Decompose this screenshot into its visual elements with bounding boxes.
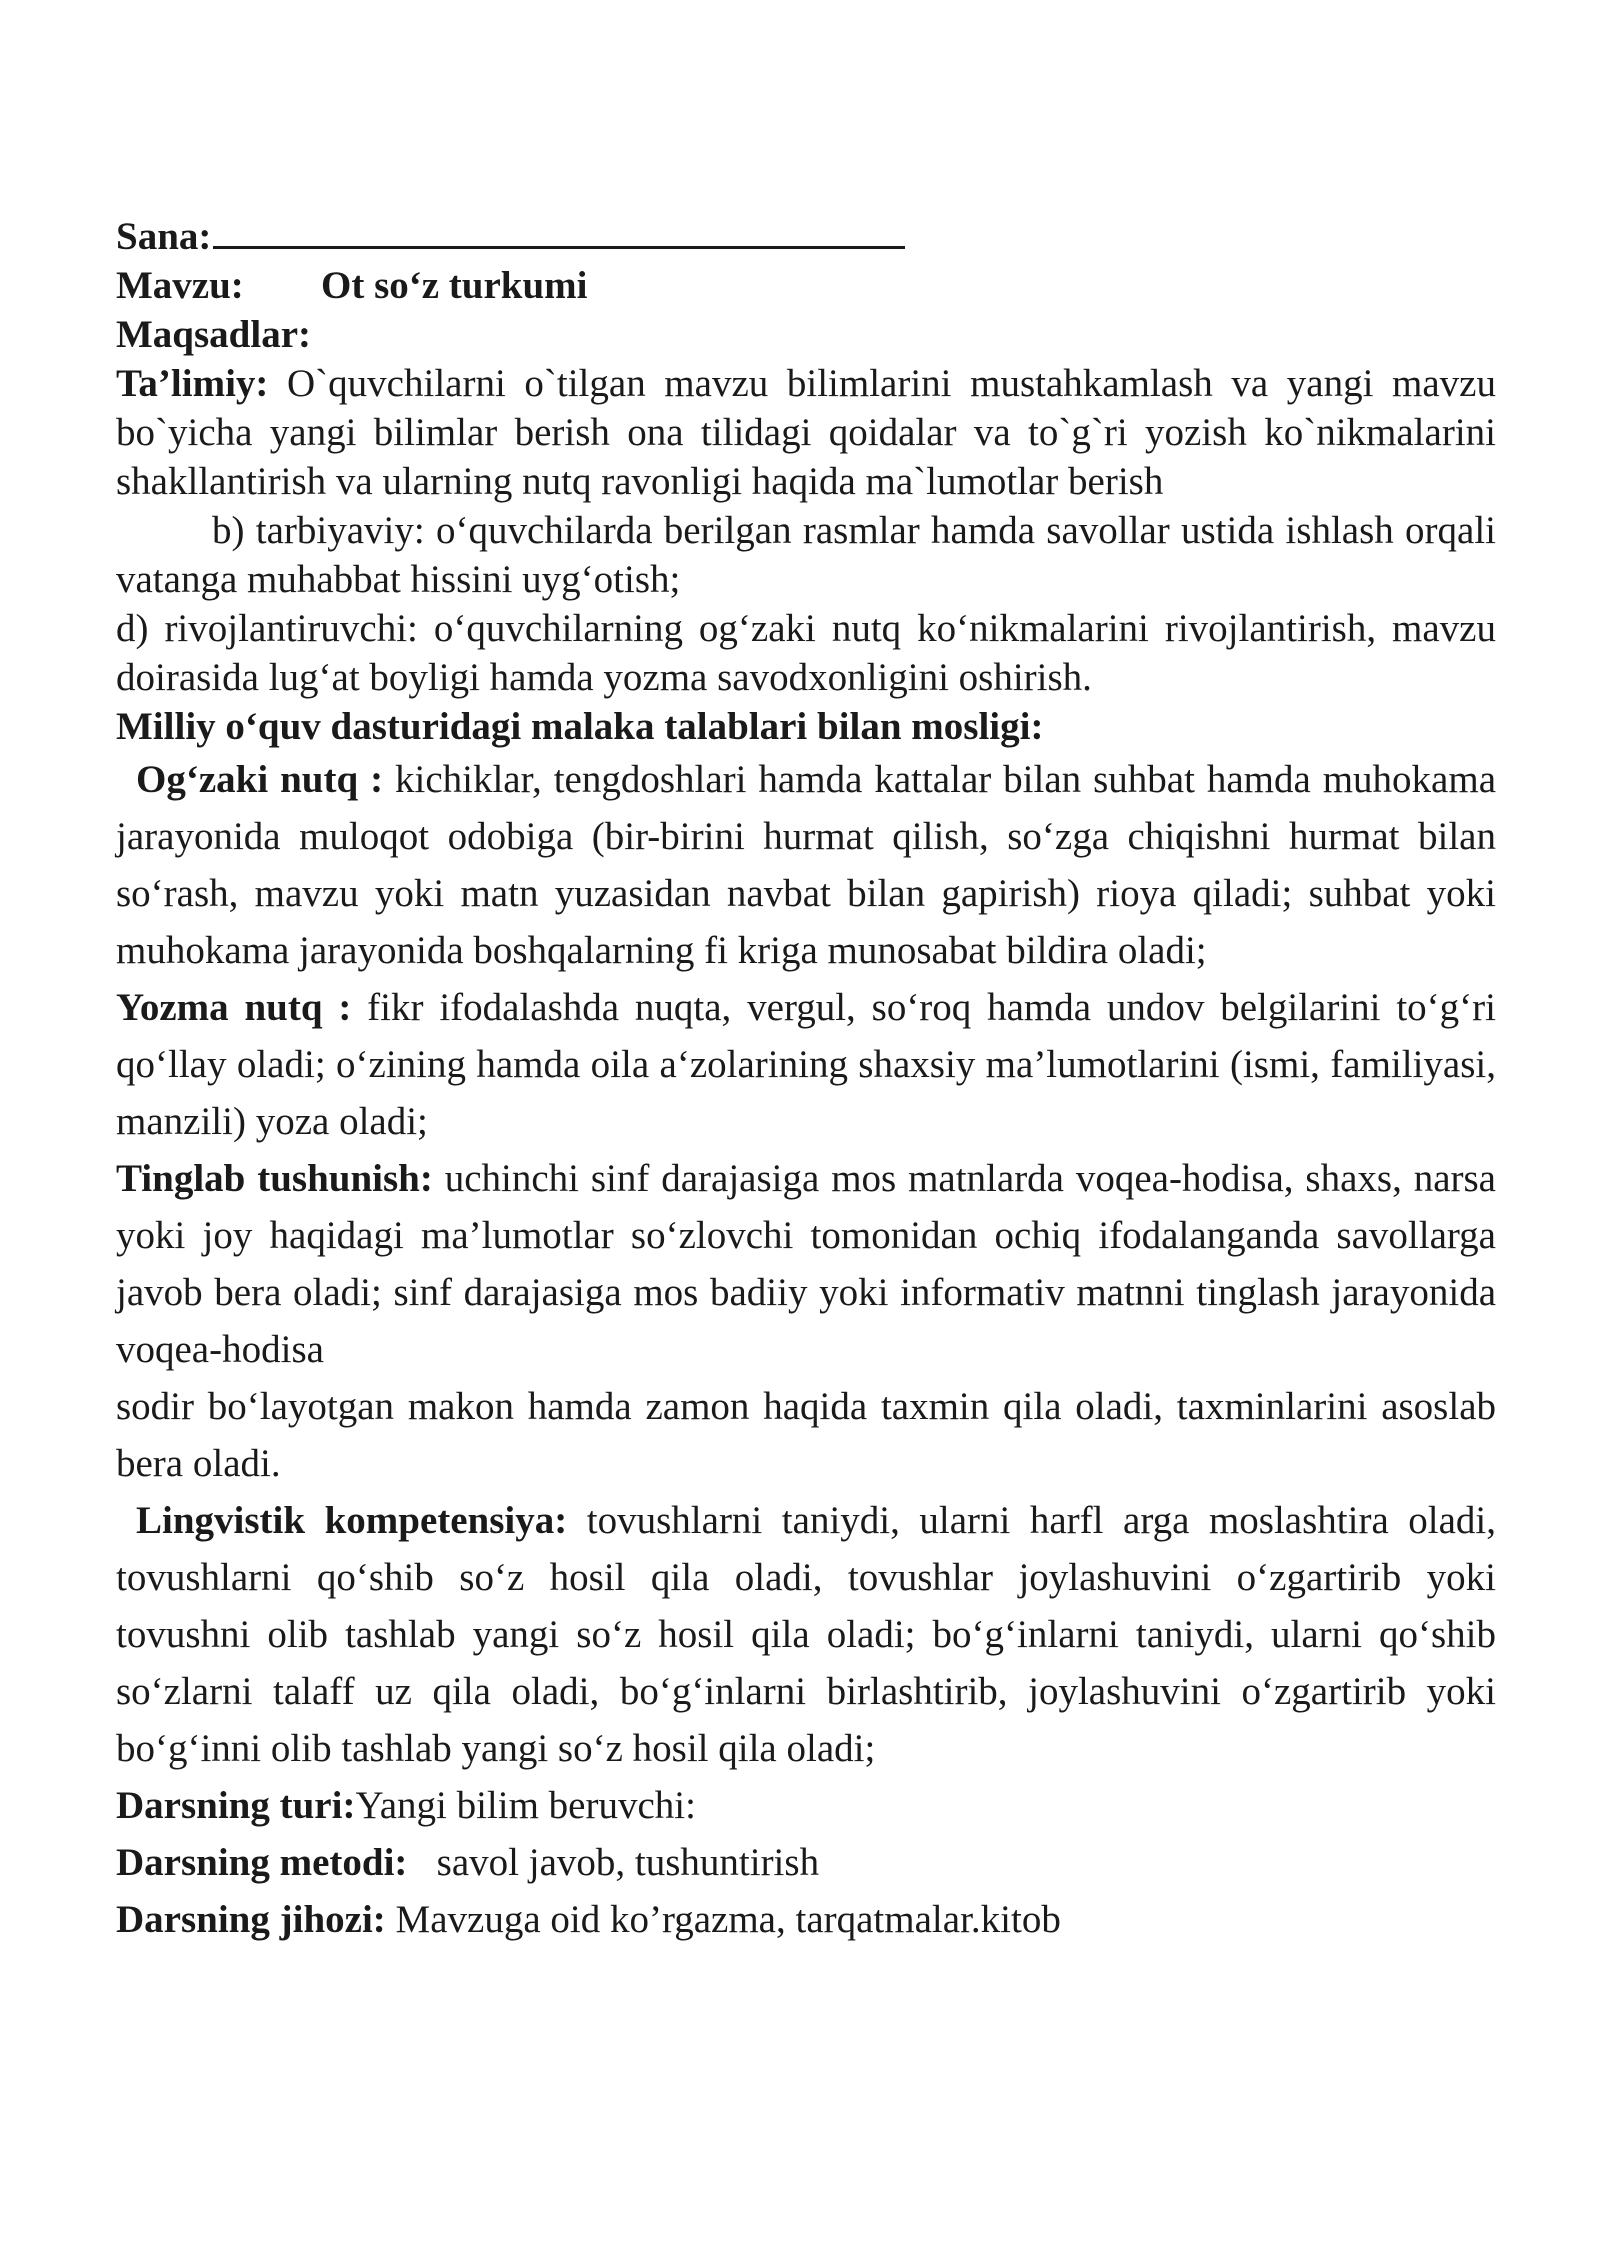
upbringing-objective: b) tarbiyaviy: o‘quvchilarda berilgan rasmlar hamda savollar ustida ishlash orqali vatanga muhabbat hissini uyg‘otish;	[116, 509, 1496, 601]
oral-speech-section	[116, 751, 1496, 979]
educational-objective	[116, 359, 1496, 506]
oral-speech-label: Og‘zaki nutq :	[136, 758, 384, 801]
educational-text: O`quvchilarni o`tilgan mavzu bilimlarini mustahkamlash va yangi mavzu bo`yicha yangi bilimlar berish ona tilidagi qoidalar va to`g`ri yozish ko`nikmalarini shakllantirish va ularning nutq ravonligi haqida ma`lumotlar berish	[116, 362, 1496, 503]
listening-section	[116, 1150, 1496, 1378]
lesson-plan-document	[116, 210, 1496, 1948]
written-speech-label: Yozma nutq :	[116, 986, 352, 1029]
date-blank-line	[213, 210, 905, 249]
topic-value: Ot so‘z turkumi	[321, 264, 588, 307]
standards-heading: Milliy o‘quv dasturidagi malaka talablari bilan mosligi:	[116, 705, 1044, 748]
written-speech-section	[116, 979, 1496, 1150]
listening-label: Tinglab tushunish:	[116, 1157, 433, 1200]
listening-text: uchinchi sinf darajasiga mos matnlarda voqea-hodisa, shaxs, narsa yoki joy haqidagi ma’lumotlar so‘zlovchi tomonidan ochiq ifodalanganda savollarga javob bera oladi; sinf darajasiga mos badiiy yoki informativ matnni tinglash jarayonida voqea-hodisa	[116, 1157, 1496, 1371]
educational-label: Ta’limiy:	[116, 362, 269, 405]
lesson-equipment-label: Darsning jihozi:	[116, 1898, 386, 1941]
lesson-type-label: Darsning turi:	[116, 1784, 356, 1827]
lesson-method-label: Darsning metodi:	[116, 1841, 408, 1884]
lesson-equipment-row	[116, 1891, 1496, 1948]
lesson-type-row	[116, 1777, 1496, 1834]
topic-row	[116, 261, 1496, 310]
objectives-heading: Maqsadlar:	[116, 313, 311, 356]
lesson-method-row	[116, 1834, 1496, 1891]
linguistic-competence-text: tovushlarni taniydi, ularni harfl arga moslashtira oladi, tovushlarni qo‘shib so‘z hosil qila oladi, tovushlar joylashuvini o‘zgartirib yoki tovushni olib tashlab yangi so‘z hosil qila oladi; bo‘g‘inlarni taniydi, ularni qo‘shib so‘zlarni talaff uz qila oladi, bo‘g‘inlarni birlashtirib, joylashuvini o‘zgartirib yoki bo‘g‘inni olib tashlab yangi so‘z hosil qila oladi;	[116, 1499, 1497, 1770]
lesson-type-value: Yangi bilim beruvchi:	[355, 1784, 696, 1827]
listening-continuation: sodir bo‘layotgan makon hamda zamon haqida taxmin qila oladi, taxminlarini asoslab bera oladi.	[116, 1385, 1496, 1485]
lesson-equipment-value: Mavzuga oid ko’rgazma, tarqatmalar.kitob	[385, 1898, 1061, 1941]
linguistic-competence-section	[116, 1492, 1496, 1777]
topic-label: Mavzu:	[116, 264, 244, 307]
linguistic-competence-label: Lingvistik kompetensiya:	[136, 1499, 568, 1542]
developmental-objective: d) rivojlantiruvchi: o‘quvchilarning og‘zaki nutq ko‘nikmalarini rivojlantirish, mavzu doirasida lug‘at boyligi hamda yozma savodxonligini oshirish.	[116, 607, 1496, 699]
date-label: Sana:	[116, 215, 212, 258]
oral-speech-text: kichiklar, tengdoshlari hamda kattalar bilan suhbat hamda muhokama jarayonida muloqot odobiga (bir-birini hurmat qilish, so‘zga chiqishni hurmat bilan so‘rash, mavzu yoki matn yuzasidan navbat bilan gapirish) rioya qiladi; suhbat yoki muhokama jarayonida boshqalarning fi kriga munosabat bildira oladi;	[116, 758, 1496, 972]
lesson-method-value: savol javob, tushuntirish	[407, 1841, 820, 1884]
written-speech-text: fikr ifodalashda nuqta, vergul, so‘roq hamda undov belgilarini to‘g‘ri qo‘llay oladi; o‘zining hamda oila a‘zolarining shaxsiy ma’lumotlarini (ismi, familiyasi, manzili) yoza oladi;	[116, 986, 1496, 1143]
date-row	[116, 210, 1496, 261]
